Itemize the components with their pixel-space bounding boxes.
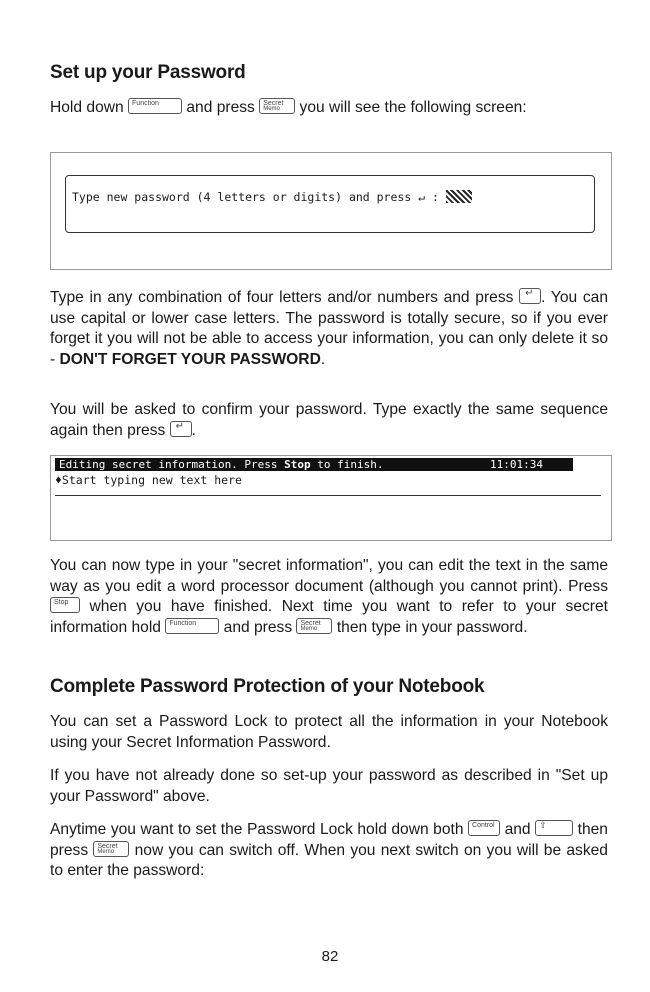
heading-complete-password-protection: Complete Password Protection of your Notebook — [50, 676, 485, 697]
secret-info-paragraph: You can now type in your "secret information", you can edit the text in the same way as you edit a word processor document (although you cannot print). Press Stop when you have finished. Next time you want to refer to your secret information hold Function and press Secret Memo then type in your password. — [50, 557, 608, 636]
shift-key-icon: ⇧ — [535, 820, 573, 836]
confirm-password-paragraph: You will be asked to confirm your password. Type exactly the same sequence again then press ↵ . — [50, 401, 608, 439]
lock-instructions-paragraph: Anytime you want to set the Password Lock hold down both Control and ⇧ then press Secret Memo now you can switch off. When you next switch on you will be asked to enter the password: — [50, 820, 608, 879]
enter-key-icon: ↵ — [519, 288, 541, 304]
secret-key-icon: Secret Memo — [296, 618, 332, 634]
status-bar: Editing secret information. Press Stop to finish. 11:01:34 — [55, 458, 573, 471]
setup-reference-paragraph: If you have not already done so set-up your password as described in "Set up your Password" above. — [50, 767, 608, 805]
cursor-icon — [446, 190, 472, 203]
screen-illustration-password-prompt — [50, 152, 612, 270]
secret-key-icon: Secret Memo — [93, 841, 129, 857]
screen-illustration-editing — [50, 455, 612, 541]
control-key-icon: Control — [468, 820, 500, 836]
enter-key-icon: ↵ — [170, 421, 192, 437]
password-prompt-text: Type new password (4 letters or digits) and press ↵ : — [72, 190, 472, 204]
heading-set-up-password: Set up your Password — [50, 62, 246, 83]
stop-key-icon: Stop — [50, 597, 80, 613]
password-lock-paragraph: You can set a Password Lock to protect all the information in your Notebook using your Secret Information Password. — [50, 713, 608, 751]
secret-key-icon: Secret Memo — [259, 98, 295, 114]
intro-paragraph: Hold down Function and press Secret Memo you will see the following screen: — [50, 99, 527, 116]
lcd-display — [65, 175, 595, 233]
page-number: 82 — [321, 948, 339, 965]
password-instructions-paragraph: Type in any combination of four letters and/or numbers and press ↵ . You can use capital or lower case letters. The password is totally secure, so if you ever forget it you will not be able to access your information, you can only delete it so - DON'T FORGET YOUR PASSWORD. — [50, 288, 608, 368]
function-key-icon: Function — [165, 618, 219, 634]
edit-text-line: ♦Start typing new text here — [55, 473, 242, 487]
clock-readout: 11:01:34 — [490, 458, 543, 471]
function-key-icon: Function — [128, 98, 182, 114]
divider — [55, 495, 601, 496]
